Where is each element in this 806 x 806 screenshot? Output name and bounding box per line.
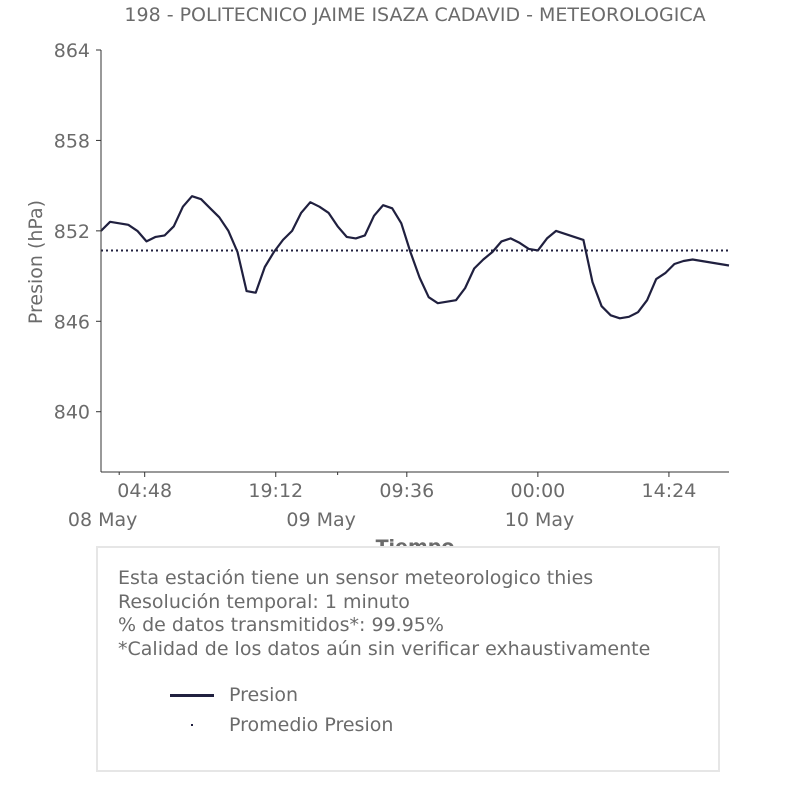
legend-line-swatch <box>170 685 214 705</box>
x-date-label: 08 May <box>67 509 138 531</box>
info-line-resolution: Resolución temporal: 1 minuto <box>118 590 410 613</box>
legend-label-promedio: Promedio Presion <box>229 714 394 736</box>
chart-title: 198 - POLITECNICO JAIME ISAZA CADAVID - METEOROLOGICA <box>124 4 706 26</box>
x-date-label: 09 May <box>286 509 356 531</box>
y-tick-label: 858 <box>53 130 90 153</box>
station-info <box>118 567 650 661</box>
y-tick-label: 864 <box>53 40 90 62</box>
pressure-line <box>101 196 729 318</box>
plot-area <box>101 196 729 318</box>
y-tick-label: 846 <box>53 311 90 334</box>
y-tick-label: 840 <box>53 401 90 424</box>
axes <box>54 40 729 531</box>
x-tick-label: 04:48 <box>117 480 173 502</box>
y-axis-label: Presion (hPa) <box>25 199 47 325</box>
info-box <box>96 546 720 772</box>
info-line-transmitted: % de datos transmitidos*: 99.95% <box>118 614 444 636</box>
legend-label-presion: Presion <box>229 684 299 706</box>
x-tick-label: 00:00 <box>510 480 566 502</box>
x-tick-label: 14:24 <box>641 480 697 502</box>
info-line-quality: *Calidad de los datos aún sin verificar exhaustivamente <box>118 637 651 660</box>
y-tick-label: 852 <box>53 220 90 243</box>
legend-item-presion <box>170 680 393 710</box>
x-tick-label: 09:36 <box>379 480 435 502</box>
legend-dot-swatch <box>170 715 214 735</box>
info-line-sensor: Esta estación tiene un sensor meteorologico thies <box>118 567 594 589</box>
chart-legend <box>170 680 393 740</box>
x-date-label: 10 May <box>504 509 575 531</box>
x-tick-label: 19:12 <box>248 480 304 502</box>
legend-item-promedio <box>170 710 393 740</box>
